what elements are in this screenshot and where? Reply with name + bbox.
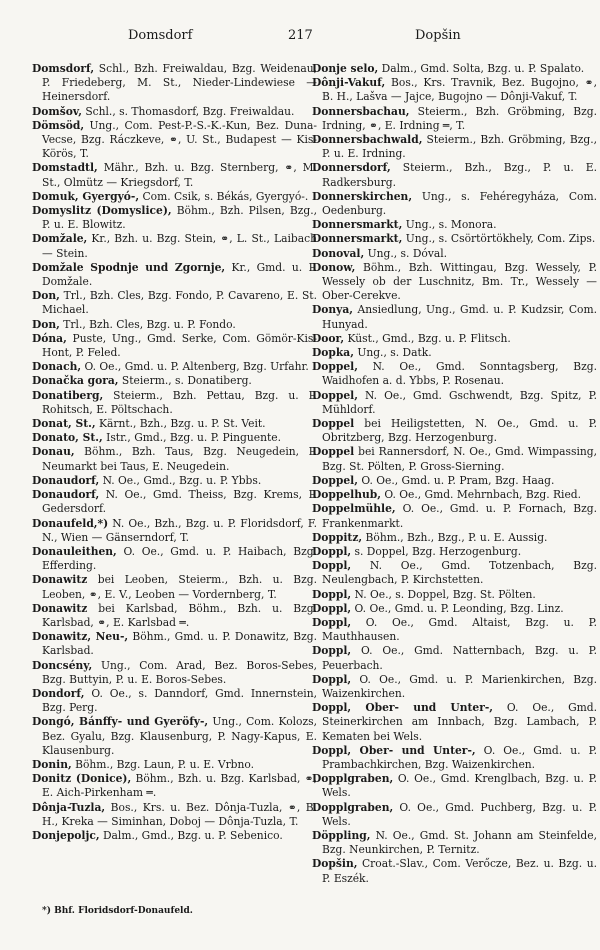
entry-headword: Dondorf, — [32, 686, 85, 700]
entry-headword: Dônja-Tuzla, — [32, 800, 106, 814]
entry-headword: Dóna, — [32, 331, 67, 345]
gazetteer-entry — [32, 758, 317, 772]
gazetteer-entry — [312, 602, 597, 616]
gazetteer-entry — [32, 332, 317, 360]
entry-headword: Donat, St., — [32, 417, 96, 431]
gazetteer-entry — [312, 445, 597, 473]
gazetteer-entry — [312, 857, 597, 885]
gazetteer-entry — [312, 744, 597, 772]
entry-headword: Donačka gora, — [32, 374, 119, 388]
entry-body: Com. Csik, s. Békás, Gyergyó-. — [139, 189, 309, 203]
entry-body: Böhm., Bzh. Wittingau, Bzg. Wessely, P. Wessely ob der Luschnitz, Bm. Tr., Wessely — Ober-Cerekve. — [322, 260, 597, 303]
gazetteer-entry — [312, 346, 597, 360]
entry-headword: Doppelmühle, — [312, 502, 396, 516]
gazetteer-entry — [32, 318, 317, 332]
entry-body: O. Oe., Gmd. u. P. Fornach, Bzg. Frankenmarkt. — [322, 502, 597, 530]
gazetteer-entry — [312, 701, 597, 744]
entry-body: bei Heiligstetten, N. Oe., Gmd. u. P. Obritzberg, Bzg. Herzogenburg. — [322, 417, 597, 445]
entry-headword: Don, — [32, 317, 60, 331]
gazetteer-entry — [32, 517, 317, 545]
entry-body: Steierm., Bzh., Bzg., P. u. E. Radkersburg. — [322, 161, 597, 189]
entry-body: N. Oe., Bzh., Bzg. u. P. Floridsdorf, F. N., Wien — Gänserndorf, T. — [42, 516, 317, 544]
entry-headword: Dopšin, — [312, 857, 358, 871]
entry-headword: Donaudorf, — [32, 488, 100, 502]
gazetteer-entry — [312, 531, 597, 545]
gazetteer-entry — [312, 76, 597, 104]
entry-body: Böhm., Bzh. Taus, Bzg. Neugedein, P. Neumarkt bei Taus, E. Neugedein. — [42, 445, 317, 473]
entry-headword: Doppl, — [312, 672, 352, 686]
entry-headword: Doppl, Ober- und Unter-, — [312, 743, 476, 757]
entry-body: Böhm., Bzh. Pilsen, Bzg., P. u. E. Blowitz. — [42, 204, 317, 232]
entry-headword: Donatiberg, — [32, 388, 104, 402]
gazetteer-entry — [32, 488, 317, 516]
entry-body: Steierm., Bzh. Gröbming, Bzg., P. u. E. Irdning. — [322, 133, 597, 161]
entry-body: Küst., Gmd., Bzg. u. P. Flitsch. — [344, 331, 511, 345]
entry-headword: Domsdorf, — [32, 62, 95, 75]
entry-body: O. Oe., Gmd. Puchberg, Bzg. u. P. Wels. — [322, 800, 597, 828]
entry-body: Kr., Gmd. u. P. Domžale. — [42, 260, 317, 289]
gazetteer-entry — [32, 374, 317, 388]
entry-headword: Donjepoljc, — [32, 828, 100, 842]
gazetteer-entry — [312, 303, 597, 331]
entry-body: O. Oe., Gmd. Steinerkirchen am Innbach, Bzg. Lambach, P. Kematen bei Wels. — [322, 701, 598, 743]
entry-headword: Donawitz — [32, 573, 88, 587]
entry-body: Böhm., Bzg. Laun, P. u. E. Vrbno. — [71, 757, 255, 771]
entry-headword: Donnersmarkt, — [312, 232, 403, 246]
gazetteer-entry — [312, 772, 597, 800]
gazetteer-entry — [312, 502, 597, 530]
entry-body: Kr., Bzh. u. Bzg. Stein, ⚭, L. St., Laibach — Stein. — [42, 232, 317, 260]
gazetteer-entry — [32, 389, 317, 417]
entry-headword: Door, — [312, 331, 345, 345]
entry-body: Dalm., Gmd. Solta, Bzg. u. P. Spalato. — [378, 62, 585, 75]
entry-headword: Doppl, — [312, 587, 352, 601]
entry-body: O. Oe., Gmd. u. P. Haibach, Bzg. Efferding. — [42, 544, 317, 573]
entry-body: Ung., Com. Kolozs, Bez. Gyalu, Bzg. Klausenburg, P. Nagy-Kapus, E. Klausenburg. — [42, 715, 317, 757]
entry-headword: Donitz (Donice), — [32, 772, 132, 786]
entry-body: Schl., Bzh. Freiwaldau, Bzg. Weidenau, P. Friedeberg, M. St., Nieder-Lindewiese — Heinersdorf. — [42, 62, 317, 104]
entry-headword: Donnerskirchen, — [312, 189, 413, 203]
entry-body: O. Oe., Gmd. Natternbach, Bzg. u. P. Peuerbach. — [322, 644, 597, 672]
gazetteer-entry — [32, 204, 317, 232]
entry-headword: Donin, — [32, 757, 72, 771]
gazetteer-entry — [312, 360, 597, 388]
gazetteer-entry — [312, 488, 597, 502]
gazetteer-entry — [312, 161, 597, 189]
gazetteer-entry — [312, 62, 597, 76]
entry-body: bei Karlsbad, Böhm., Bzh. u. Bzg. Karlsbad, ⚭, E. Karlsbad ═. — [42, 601, 317, 629]
entry-headword: Döppling, — [312, 828, 371, 842]
entry-body: Böhm., Bzh. u. Bzg. Karlsbad, ⚭, E. Aich-Pirkenham ═. — [42, 772, 317, 800]
entry-headword: Don, — [32, 289, 60, 303]
entry-headword: Doppel, — [312, 360, 358, 374]
gazetteer-entry — [32, 630, 317, 658]
gazetteer-entry — [312, 545, 597, 559]
entry-body: O. Oe., Gmd. u. P. Leonding, Bzg. Linz. — [351, 601, 564, 615]
entry-headword: Dömsöd, — [32, 118, 85, 132]
header-right-keyword: Dopšin — [415, 28, 461, 43]
entry-body: O. Oe., Gmd. Mehrnbach, Bzg. Ried. — [380, 488, 582, 502]
entry-headword: Donow, — [312, 260, 356, 274]
gazetteer-entry — [32, 161, 317, 189]
entry-body: Trl., Bzh. Cles, Bzg. u. P. Fondo. — [59, 317, 236, 331]
entry-body: Bos., Krs. u. Bez. Dônja-Tuzla, ⚭, B. H., Kreka — Siminhan, Doboj — Dônja-Tuzla, T. — [42, 800, 317, 828]
entry-body: O. Oe., Gmd. Altaist, Bzg. u. P. Mauthhausen. — [322, 615, 597, 644]
entry-body: O. Oe., s. Danndorf, Gmd. Innernstein, Bzg. Perg. — [42, 686, 317, 715]
entry-body: Bos., Krs. Travnik, Bez. Bugojno, ⚭, B. H., Lašva — Jajce, Bugojno — Dônji-Vakuf, T. — [322, 76, 597, 104]
entry-headword: Domuk, Gyergyó-, — [32, 189, 140, 203]
entry-headword: Donau, — [32, 445, 75, 459]
entry-body: O. Oe., Gmd. u. P. Pram, Bzg. Haag. — [357, 473, 555, 487]
gazetteer-entry — [312, 673, 597, 701]
entry-headword: Doppel, — [312, 388, 358, 402]
gazetteer-entry — [312, 232, 597, 246]
entry-headword: Donje selo, — [312, 62, 379, 75]
entry-body: Ung., s. Monora. — [402, 218, 497, 232]
entry-headword: Dongó, Bánffy- und Gyeröfy-, — [32, 715, 209, 729]
entry-body: O. Oe., Gmd. u. P. Altenberg, Bzg. Urfahr. — [81, 360, 309, 374]
gazetteer-entry — [312, 474, 597, 488]
entry-body: Ansiedlung, Ung., Gmd. u. P. Kudzsir, Com. Hunyad. — [322, 303, 597, 331]
gazetteer-entry — [32, 232, 317, 260]
gazetteer-entry — [32, 105, 317, 119]
entry-body: Trl., Bzh. Cles, Bzg. Fondo, P. Cavareno, E. St. Michael. — [42, 289, 317, 317]
entry-headword: Doppitz, — [312, 530, 363, 544]
gazetteer-entry — [312, 190, 597, 218]
footnote: *) Bhf. Floridsdorf-Donaufeld. — [42, 906, 193, 916]
entry-body: Ung., s. Dóval. — [364, 246, 448, 260]
header-left-keyword: Domsdorf — [128, 28, 193, 43]
entry-body: Steierm., Bzh. Gröbming, Bzg. Irdning, ⚭, E. Irdning ═, T. — [322, 104, 597, 132]
gazetteer-entry — [32, 545, 317, 573]
entry-body: Ung., Com. Arad, Bez. Boros-Sebes, Bzg. Buttyin, P. u. E. Boros-Sebes. — [42, 658, 317, 686]
entry-body: Steierm., Bzh. Pettau, Bzg. u. P. Rohitsch, E. Pöltschach. — [42, 388, 317, 416]
gazetteer-entry — [32, 474, 317, 488]
entry-body: s. Doppel, Bzg. Herzogenburg. — [351, 544, 522, 558]
gazetteer-entry — [32, 289, 317, 317]
entry-headword: Donoval, — [312, 246, 365, 260]
entry-headword: Domyslitz (Domyslice), — [32, 204, 172, 218]
entry-headword: Doppl, — [312, 615, 352, 629]
entry-headword: Donato, St., — [32, 431, 103, 445]
entry-headword: Donawitz — [32, 601, 88, 615]
gazetteer-entry — [32, 119, 317, 162]
entry-headword: Doppl, — [312, 544, 352, 558]
entry-headword: Dopplgraben, — [312, 800, 394, 814]
entry-headword: Dopka, — [312, 346, 354, 360]
gazetteer-entry — [312, 389, 597, 417]
entry-headword: Doppel, — [312, 473, 358, 487]
gazetteer-entry — [32, 431, 317, 445]
entry-body: Ung., s. Csörtörtökhely, Com. Zips. — [402, 232, 596, 246]
gazetteer-entry — [32, 573, 317, 601]
gazetteer-entry — [312, 588, 597, 602]
entry-body: O. Oe., Gmd. u. P. Prambachkirchen, Bzg. Waizenkirchen. — [322, 743, 598, 771]
entry-body: Kärnt., Bzh., Bzg. u. P. St. Veit. — [95, 417, 266, 431]
gazetteer-entry — [312, 218, 597, 232]
entry-body: N. Oe., Gmd. Theiss, Bzg. Krems, P. Gedersdorf. — [42, 488, 317, 516]
gazetteer-entry — [32, 772, 317, 800]
entry-body: Ung., s. Datk. — [353, 346, 432, 360]
gazetteer-entry — [312, 332, 597, 346]
entry-headword: Domstadtl, — [32, 161, 98, 175]
right-column — [312, 62, 597, 886]
entry-headword: Doppl, — [312, 644, 352, 658]
gazetteer-entry — [32, 261, 317, 289]
entry-headword: Doppelhub, — [312, 488, 381, 502]
entry-body: O. Oe., Gmd. Krenglbach, Bzg. u. P. Wels. — [322, 772, 597, 800]
entry-headword: Domžale Spodnje und Zgornje, — [32, 260, 226, 274]
gazetteer-entry — [312, 133, 597, 161]
entry-body: N. Oe., Gmd. Gschwendt, Bzg. Spitz, P. Mühldorf. — [322, 388, 597, 416]
entry-body: Schl., s. Thomasdorf, Bzg. Freiwaldau. — [81, 104, 295, 118]
entry-body: Istr., Gmd., Bzg. u. P. Pinguente. — [102, 431, 281, 445]
entry-body: O. Oe., Gmd. u. P. Marienkirchen, Bzg. Waizenkirchen. — [322, 672, 597, 700]
entry-headword: Doppl, — [312, 601, 352, 615]
gazetteer-entry — [32, 62, 317, 105]
entry-headword: Donaufeld,*) — [32, 516, 109, 530]
entry-headword: Doncsény, — [32, 658, 93, 672]
entry-headword: Donnersmarkt, — [312, 218, 403, 232]
entry-body: Puste, Ung., Gmd. Serke, Com. Gömör-Kis-Hont, P. Feled. — [42, 331, 317, 360]
entry-body: Mähr., Bzh. u. Bzg. Sternberg, ⚭, M. St., Olmütz — Kriegsdorf, T. — [42, 161, 317, 189]
entry-headword: Donnersbachwald, — [312, 133, 423, 147]
entry-headword: Donawitz, Neu-, — [32, 630, 129, 644]
entry-headword: Domšov, — [32, 104, 82, 118]
gazetteer-entry — [312, 417, 597, 445]
entry-body: Böhm., Gmd. u. P. Donawitz, Bzg. Karlsbad. — [42, 630, 318, 658]
gazetteer-entry — [32, 829, 317, 843]
entry-body: N. Oe., Gmd. St. Johann am Steinfelde, Bzg. Neunkirchen, P. Ternitz. — [322, 828, 597, 857]
entry-body: N. Oe., Gmd. Totzenbach, Bzg. Neulengbach, P. Kirchstetten. — [322, 559, 597, 587]
gazetteer-entry — [32, 602, 317, 630]
entry-headword: Domžale, — [32, 232, 88, 246]
entry-body: Ung., s. Fehéregyháza, Com. Oedenburg. — [322, 189, 597, 218]
gazetteer-entry — [32, 801, 317, 829]
entry-headword: Dopplgraben, — [312, 772, 394, 786]
entry-body: N. Oe., s. Doppel, Bzg. St. Pölten. — [351, 587, 536, 601]
gazetteer-entry — [32, 417, 317, 431]
entry-headword: Donnersbachau, — [312, 104, 410, 118]
entry-headword: Donaudorf, — [32, 473, 100, 487]
entry-body: Ung., Com. Pest-P.-S.-K.-Kun, Bez. Duna-Vecse, Bzg. Ráczkeve, ⚭, U. St., Budapest — Kis-Körös, T. — [42, 118, 317, 161]
entry-headword: Doppl, Ober- und Unter-, — [312, 701, 494, 715]
entry-body: Böhm., Bzh., Bzg., P. u. E. Aussig. — [362, 530, 548, 544]
gazetteer-entry — [312, 644, 597, 672]
entry-body: Croat.-Slav., Com. Verőcze, Bez. u. Bzg. u. P. Eszék. — [322, 857, 597, 885]
entry-headword: Doppel — [312, 445, 355, 459]
entry-body: Steierm., s. Donatiberg. — [118, 374, 252, 388]
gazetteer-entry — [32, 445, 317, 473]
entry-headword: Donnersdorf, — [312, 161, 391, 175]
entry-headword: Donauleithen, — [32, 544, 117, 558]
gazetteer-entry — [312, 247, 597, 261]
gazetteer-entry — [312, 616, 597, 644]
running-header — [0, 28, 600, 48]
gazetteer-entry — [32, 715, 317, 758]
gazetteer-entry — [312, 559, 597, 587]
page-number: 217 — [288, 28, 313, 43]
gazetteer-entry — [312, 105, 597, 133]
gazetteer-entry — [312, 829, 597, 857]
gazetteer-entry — [32, 687, 317, 715]
gazetteer-entry — [312, 261, 597, 304]
entry-headword: Doppel — [312, 417, 355, 431]
entry-headword: Dônji-Vakuf, — [312, 76, 386, 90]
entry-body: bei Rannersdorf, N. Oe., Gmd. Wimpassing, Bzg. St. Pölten, P. Gross-Sierning. — [322, 445, 597, 473]
entry-body: N. Oe., Gmd. Sonntagsberg, Bzg. Waidhofen a. d. Ybbs, P. Rosenau. — [322, 360, 597, 388]
gazetteer-entry — [32, 190, 317, 204]
entry-headword: Donya, — [312, 303, 354, 317]
entry-body: N. Oe., Gmd., Bzg. u. P. Ybbs. — [99, 473, 262, 487]
entry-body: Dalm., Gmd., Bzg. u. P. Sebenico. — [99, 828, 283, 842]
left-column — [32, 62, 317, 843]
gazetteer-entry — [32, 659, 317, 687]
entry-headword: Doppl, — [312, 559, 352, 573]
gazetteer-entry — [32, 360, 317, 374]
entry-body: bei Leoben, Steierm., Bzh. u. Bzg. Leoben, ⚭, E. V., Leoben — Vordernberg, T. — [42, 573, 317, 601]
entry-headword: Donach, — [32, 360, 82, 374]
gazetteer-entry — [312, 801, 597, 829]
